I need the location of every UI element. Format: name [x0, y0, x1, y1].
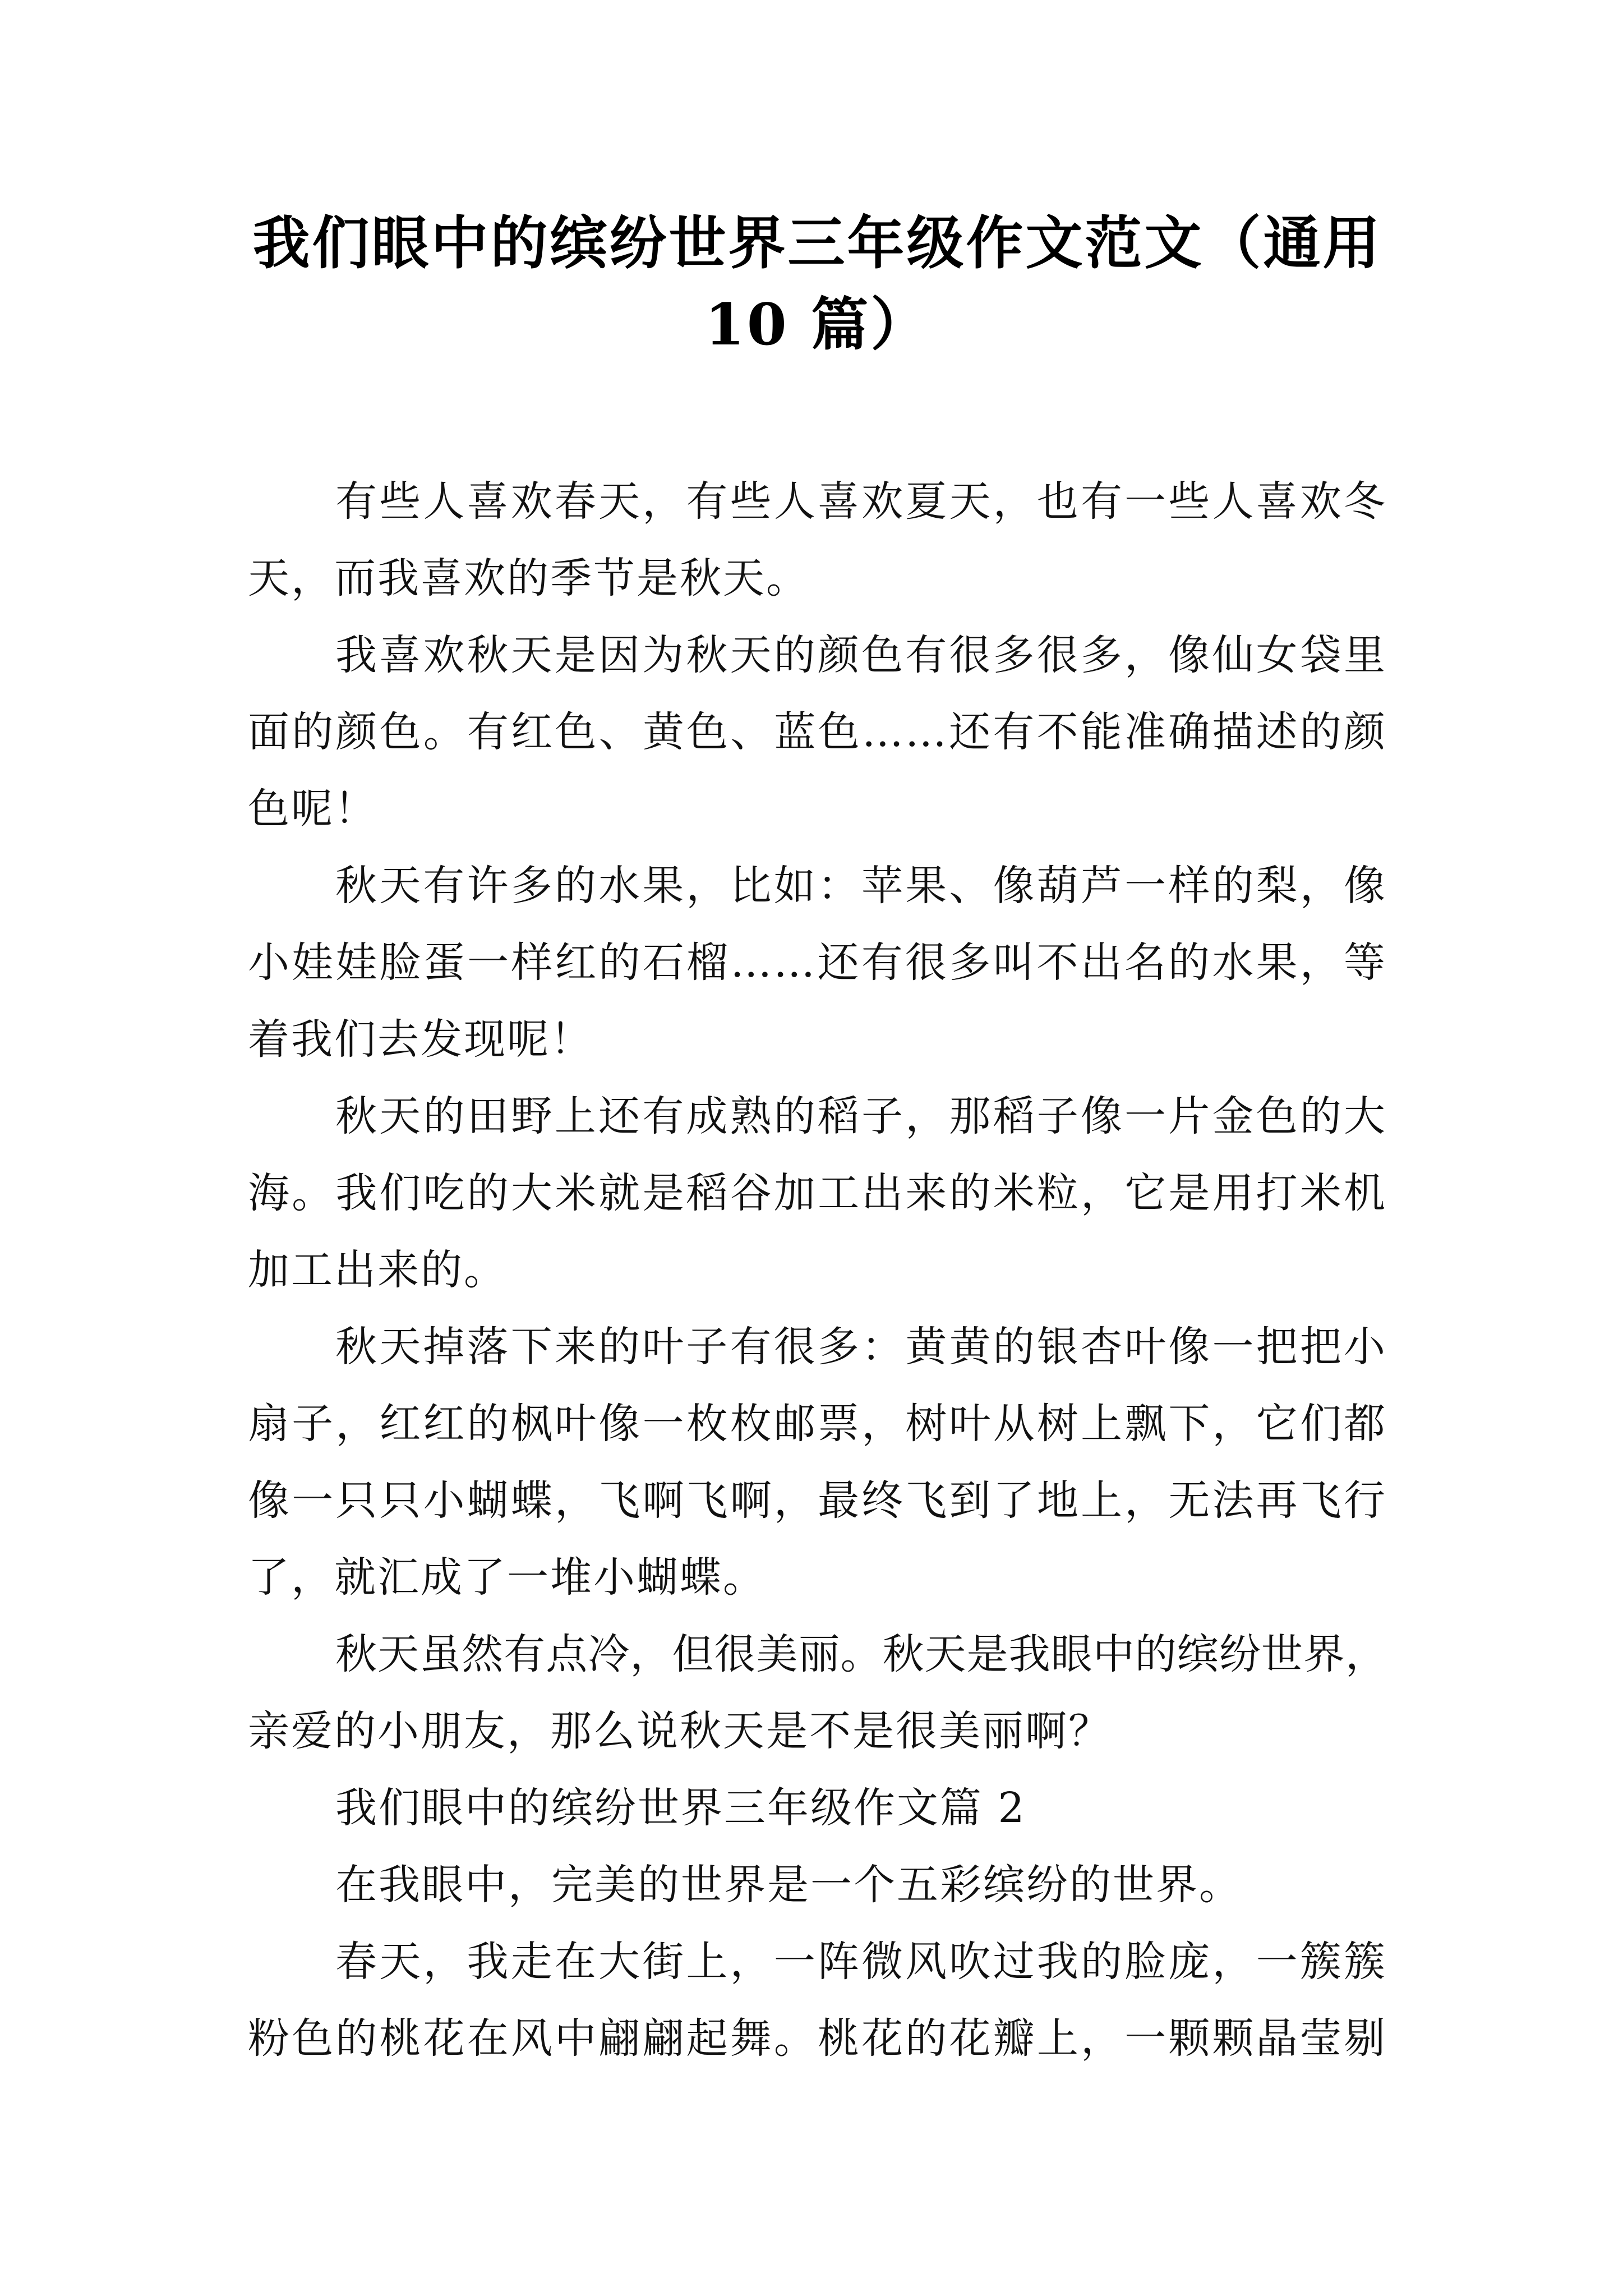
paragraph	[248, 1616, 1387, 1770]
document-title	[248, 203, 1387, 366]
paragraph-line: 扇子，红红的枫叶像一枚枚邮票，树叶从树上飘下，它们都	[248, 1400, 1387, 1448]
paragraph-line: 小娃娃脸蛋一样红的石榴……还有很多叫不出名的水果，等	[248, 938, 1387, 987]
paragraph-line: 秋天虽然有点冷，但很美丽。秋天是我眼中的缤纷世界，	[335, 1630, 1387, 1678]
paragraph-line: 亲爱的小朋友，那么说秋天是不是很美丽啊？	[248, 1707, 1112, 1755]
paragraph-line: 面的颜色。有红色、黄色、蓝色……还有不能准确描述的颜	[248, 708, 1387, 756]
paragraph-line: 在我眼中，完美的世界是一个五彩缤纷的世界。	[335, 1861, 1242, 1909]
paragraph-line: 色呢！	[248, 785, 377, 833]
paragraph-line: 秋天的田野上还有成熟的稻子，那稻子像一片金色的大	[335, 1092, 1387, 1140]
paragraph	[248, 1924, 1387, 2077]
paragraph-line: 我喜欢秋天是因为秋天的颜色有很多很多，像仙女袋里	[335, 631, 1387, 679]
document-body	[248, 463, 1387, 2077]
paragraph-line: 像一只只小蝴蝶，飞啊飞啊，最终飞到了地上，无法再飞行	[248, 1476, 1387, 1525]
paragraph-line: 海。我们吃的大米就是稻谷加工出来的米粒，它是用打米机	[248, 1169, 1387, 1217]
paragraph-line: 加工出来的。	[248, 1246, 507, 1294]
paragraph-line: 粉色的桃花在风中翩翩起舞。桃花的花瓣上，一颗颗晶莹剔	[248, 2014, 1387, 2063]
paragraph	[248, 848, 1387, 1078]
paragraph	[248, 617, 1387, 848]
paragraph-line: 秋天掉落下来的叶子有很多：黄黄的银杏叶像一把把小	[335, 1323, 1387, 1371]
section-heading-line: 我们眼中的缤纷世界三年级作文篇 2	[335, 1784, 1026, 1832]
title-line-1: 我们眼中的缤纷世界三年级作文范文（通用	[252, 210, 1382, 277]
paragraph	[248, 463, 1387, 617]
paragraph-line: 秋天有许多的水果，比如：苹果、像葫芦一样的梨，像	[335, 862, 1387, 910]
title-line-2: 10 篇）	[704, 291, 930, 358]
paragraph-line: 着我们去发现呢！	[248, 1015, 593, 1064]
paragraph-line: 天，而我喜欢的季节是秋天。	[248, 554, 809, 602]
paragraph-line: 有些人喜欢春天，有些人喜欢夏天，也有一些人喜欢冬	[335, 477, 1387, 526]
paragraph	[248, 1078, 1387, 1309]
paragraph	[248, 1309, 1387, 1616]
paragraph-line: 春天，我走在大街上，一阵微风吹过我的脸庞，一簇簇	[335, 1938, 1387, 1986]
section-heading	[248, 1770, 1387, 1847]
paragraph	[248, 1847, 1387, 1924]
paragraph-line: 了，就汇成了一堆小蝴蝶。	[248, 1553, 766, 1602]
